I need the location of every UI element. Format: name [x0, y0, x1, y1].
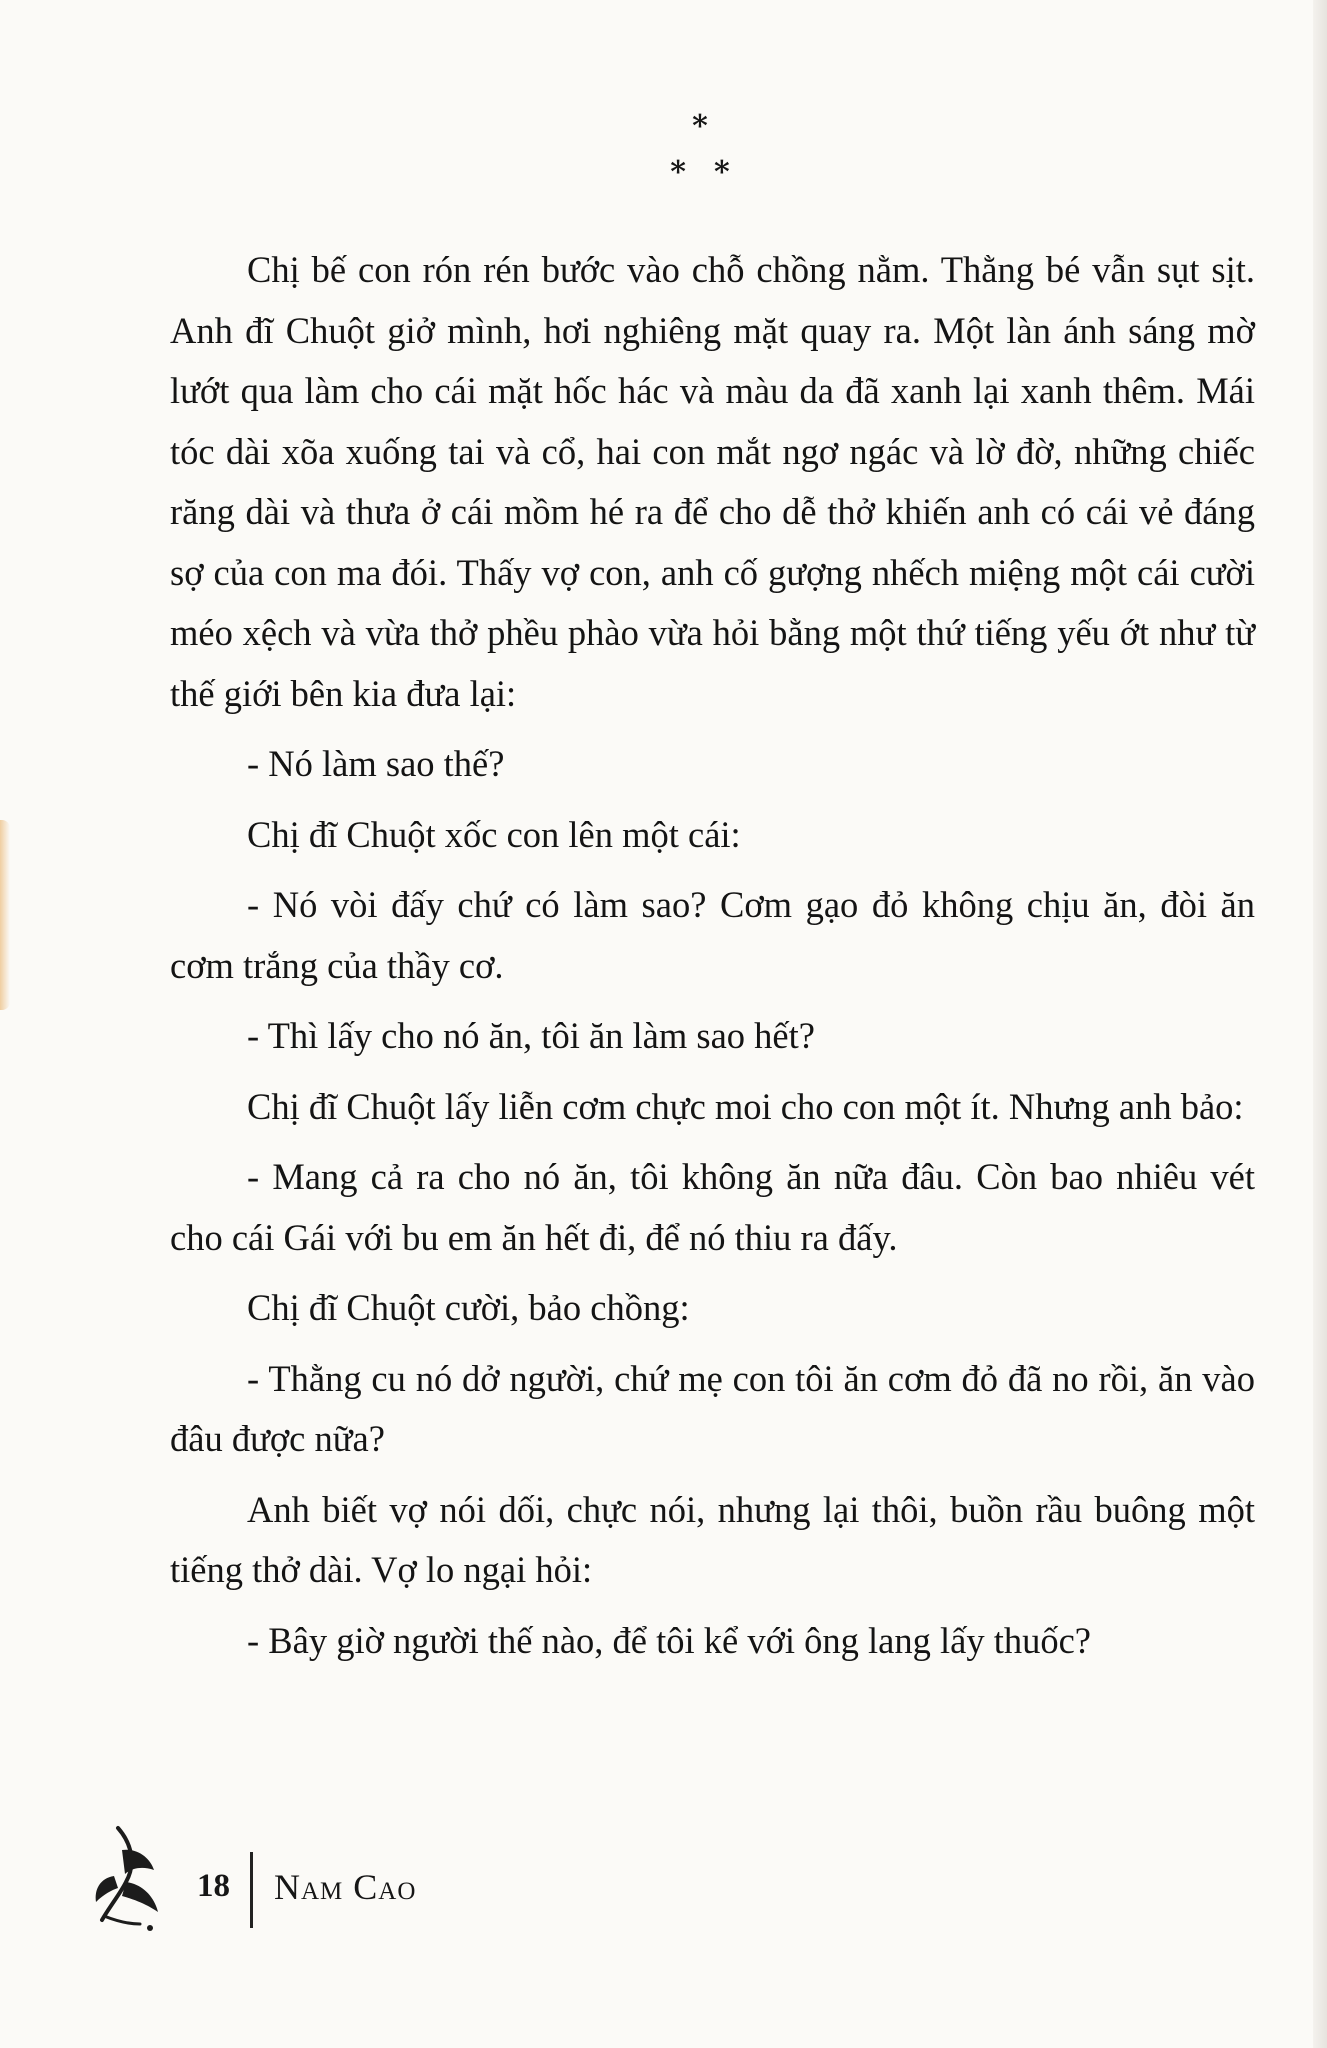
section-break-top-asterisk: * — [692, 109, 708, 144]
author-name: Nam Cao — [274, 1867, 417, 1907]
page-footer — [92, 1820, 592, 1940]
paragraph: - Mang cả ra cho nó ăn, tôi không ăn nữa đâu. Còn bao nhiêu vét cho cái Gái với bu em ăn hết đi, để nó thiu ra đấy. — [170, 1156, 1255, 1258]
section-break — [0, 104, 1327, 196]
paragraph: Chị đĩ Chuột lấy liễn cơm chực moi cho con một ít. Nhưng anh bảo: — [247, 1085, 1244, 1127]
paragraph: Anh biết vợ nói dối, chực nói, nhưng lại thôi, buồn rầu buông một tiếng thở dài. Vợ lo ngại hỏi: — [170, 1488, 1255, 1590]
footer-divider — [250, 1852, 253, 1928]
paragraph: - Nó vòi đấy chứ có làm sao? Cơm gạo đỏ không chịu ăn, đòi ăn cơm trắng của thầy cơ. — [170, 884, 1255, 986]
paragraph: - Nó làm sao thế? — [247, 743, 505, 784]
page-edge-shadow — [1313, 0, 1327, 2048]
paragraph: - Bây giờ người thế nào, để tôi kể với ông lang lấy thuốc? — [247, 1619, 1092, 1661]
page-stain — [0, 820, 10, 1010]
feather-ornament-icon — [92, 1820, 172, 1940]
paragraph: Chị đĩ Chuột xốc con lên một cái: — [247, 813, 741, 855]
body-text — [170, 240, 1255, 1671]
paragraph: - Thằng cu nó dở người, chứ mẹ con tôi ăn cơm đỏ đã no rồi, ăn vào đâu được nữa? — [170, 1357, 1255, 1459]
paragraph: - Thì lấy cho nó ăn, tôi ăn làm sao hết? — [247, 1015, 815, 1056]
section-break-bottom-asterisks: ** — [670, 155, 758, 190]
paragraph: Chị đĩ Chuột cười, bảo chồng: — [247, 1287, 690, 1328]
page-number: 18 — [197, 1868, 230, 1904]
paragraph: Chị bế con rón rén bước vào chỗ chồng nằm. Thằng bé vẫn sụt sịt. Anh đĩ Chuột giở mình, hơi nghiêng mặt quay ra. Một làn ánh sáng mờ lướt qua làm cho cái mặt hốc hác và màu da đã xanh lại xanh thêm. Mái tóc dài xõa xuống tai và cổ, hai con mắt ngơ ngác và lờ đờ, những chiếc răng dài và thưa ở cái mồm hé ra để cho dễ thở khiến anh có cái vẻ đáng sợ của con ma đói. Thấy vợ con, anh cố gượng nhếch miệng một cái cười méo xệch và vừa thở phều phào vừa hỏi bằng một thứ tiếng yếu ớt như từ thế giới bên kia đưa lại: — [170, 249, 1255, 714]
